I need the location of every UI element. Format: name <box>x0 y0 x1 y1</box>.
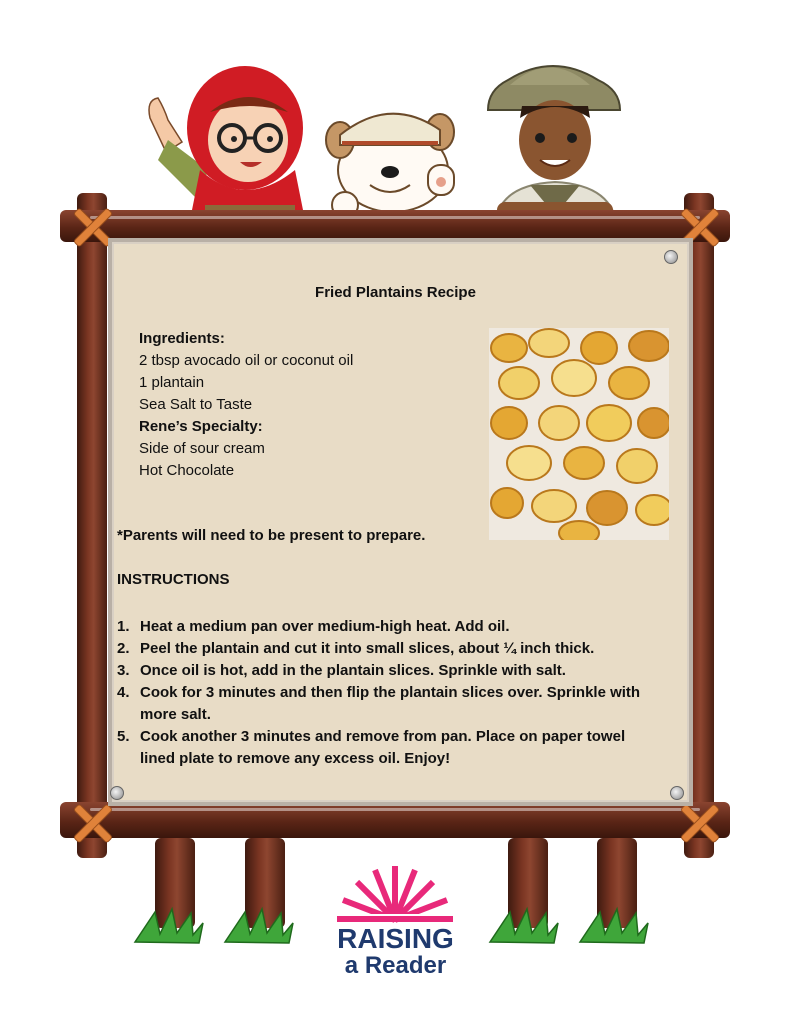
rope-tie-bottom-right <box>680 803 718 841</box>
instruction-step <box>117 660 682 682</box>
puppy-character-icon <box>326 114 454 218</box>
instruction-step <box>117 616 682 638</box>
plantain-photo-icon <box>489 328 669 540</box>
rope-tie-bottom-left <box>73 803 111 841</box>
logo-text-raising: RAISING <box>337 923 454 954</box>
characters-illustration <box>0 0 791 240</box>
screw-icon <box>110 786 124 800</box>
step-number: 3. <box>117 662 130 679</box>
recipe-title: Fried Plantains Recipe <box>315 284 476 301</box>
instruction-step <box>117 638 682 660</box>
instruction-step <box>117 726 682 770</box>
step-number: 2. <box>117 640 130 657</box>
ingredient-item: Sea Salt to Taste <box>139 396 253 413</box>
screw-icon <box>670 786 684 800</box>
step-text: more salt. <box>140 706 211 723</box>
specialty-item: Hot Chocolate <box>139 462 235 479</box>
specialty-heading: Rene’s Specialty: <box>139 418 263 435</box>
step-text: Heat a medium pan over medium-high heat. Add oil. <box>140 618 510 635</box>
step-text: Peel the plantain and cut it into small slices, about ¼ inch thick. <box>140 640 595 657</box>
ingredients-heading: Ingredients: <box>139 330 225 347</box>
step-text: Cook another 3 minutes and remove from pan. Place on paper towel <box>140 728 626 745</box>
instructions-list <box>117 616 682 770</box>
ingredient-item: 1 plantain <box>139 374 205 391</box>
step-number: 5. <box>117 728 130 745</box>
instruction-step <box>117 682 682 726</box>
instructions-heading: INSTRUCTIONS <box>117 571 230 588</box>
step-text: lined plate to remove any excess oil. Enjoy! <box>140 750 451 767</box>
specialty-item: Side of sour cream <box>139 440 265 457</box>
logo-text-a-reader: a Reader <box>344 952 447 979</box>
step-number: 4. <box>117 684 130 701</box>
screw-icon <box>664 250 678 264</box>
sign-beam-bottom <box>60 802 730 838</box>
parents-note: *Parents will need to be present to prepare. <box>117 527 426 544</box>
explorer-boy-character-icon <box>488 66 620 230</box>
raising-a-reader-logo-rays <box>335 862 455 924</box>
girl-character-icon <box>149 66 305 225</box>
ingredient-item: 2 tbsp avocado oil or coconut oil <box>139 352 354 369</box>
step-text: Once oil is hot, add in the plantain slices. Sprinkle with salt. <box>140 662 566 679</box>
rope-tie-top-left <box>73 207 111 245</box>
step-number: 1. <box>117 618 130 635</box>
step-text: Cook for 3 minutes and then flip the plantain slices over. Sprinkle with <box>140 684 641 701</box>
